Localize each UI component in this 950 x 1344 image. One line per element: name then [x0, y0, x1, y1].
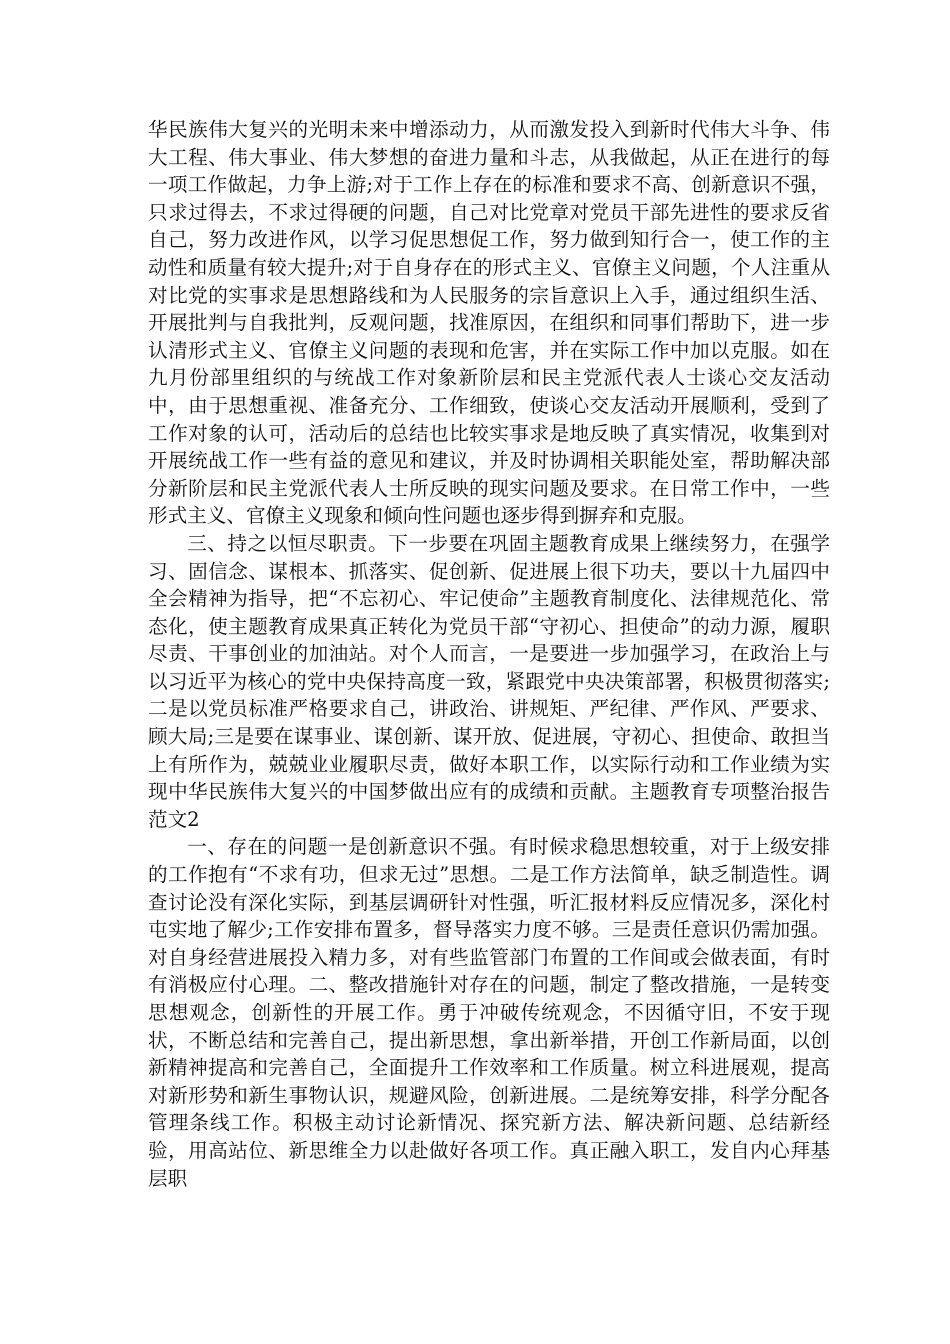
paragraph-2: 三、持之以恒尽职责。下一步要在巩固主题教育成果上继续努力，在强学习、固信念、谋根本、抓落实、促创新、促进展上很下功夫，要以十九届四中全会精神为指导，把“不忘初心、牢记使命”主题教育制度化、法律规范化、常态化，使主题教育成果真正转化为党员干部“守初心、担使命”的动力源，履职尽责、干事创业的加油站。对个人而言，一是要进一步加强学习，在政治上与以习近平为核心的党中央保持高度一致，紧跟党中央决策部署，积极贯彻落实;二是以党员标准严格要求自己，讲政治、讲规矩、严纪律、严作风、严要求、顾大局;三是要在谋事业、谋创新、谋开放、促进展，守初心、担使命、敢担当上有所作为，兢兢业业履职尽责，做好本职工作，以实际行动和工作业绩为实现中华民族伟大复兴的中国梦做出应有的成绩和贡献。主题教育专项整治报告范文2 [148, 531, 830, 831]
paragraph-1: 华民族伟大复兴的光明未来中增添动力，从而激发投入到新时代伟大斗争、伟大工程、伟大事业、伟大梦想的奋进力量和斗志，从我做起，从正在进行的每一项工作做起，力争上游;对于工作上存在的标准和要求不高、创新意识不强，只求过得去，不求过得硬的问题，自己对比党章对党员干部先进性的要求反省自己，努力改进作风，以学习促思想促工作，努力做到知行合一，使工作的主动性和质量有较大提升;对于自身存在的形式主义、官僚主义问题，个人注重从对比党的实事求是思想路线和为人民服务的宗旨意识上入手，通过组织生活、开展批判与自我批判，反观问题，找准原因，在组织和同事们帮助下，进一步认清形式主义、官僚主义问题的表现和危害，并在实际工作中加以克服。如在九月份部里组织的与统战工作对象新阶层和民主党派代表人士谈心交友活动中，由于思想重视、准备充分、工作细致，使谈心交友活动开展顺利，受到了工作对象的认可，活动后的总结也比较实事求是地反映了真实情况，收集到对开展统战工作一些有益的意见和建议，并及时协调相关职能处室，帮助解决部分新阶层和民主党派代表人士所反映的现实问题及要求。在日常工作中，一些形式主义、官僚主义现象和倾向性问题也逐步得到摒弃和克服。 [148, 118, 830, 528]
document-body [148, 116, 830, 1192]
paragraph-3: 一、存在的问题一是创新意识不强。有时候求稳思想较重，对于上级安排的工作抱有“不求有功，但求无过”思想。二是工作方法简单，缺乏制造性。调查讨论没有深化实际，到基层调研针对性强，听汇报材料反应情况多，深化村屯实地了解少;工作安排布置多，督导落实力度不够。三是责任意识仍需加强。对自身经营进展投入精力多，对有些监管部门布置的工作间或会做表面，有时有消极应付心理。二、整改措施针对存在的问题，制定了整改措施，一是转变思想观念，创新性的开展工作。勇于冲破传统观念，不因循守旧，不安于现状，不断总结和完善自己，提出新思想，拿出新举措，开创工作新局面，以创新精神提高和完善自己，全面提升工作效率和工作质量。树立科进展观，提高对新形势和新生事物认识，规避风险，创新进展。二是统筹安排，科学分配各管理条线工作。积极主动讨论新情况、探究新方法、解决新问题、总结新经验，用高站位、新思维全力以赴做好各项工作。真正融入职工，发自内心拜基层职 [148, 835, 830, 1190]
